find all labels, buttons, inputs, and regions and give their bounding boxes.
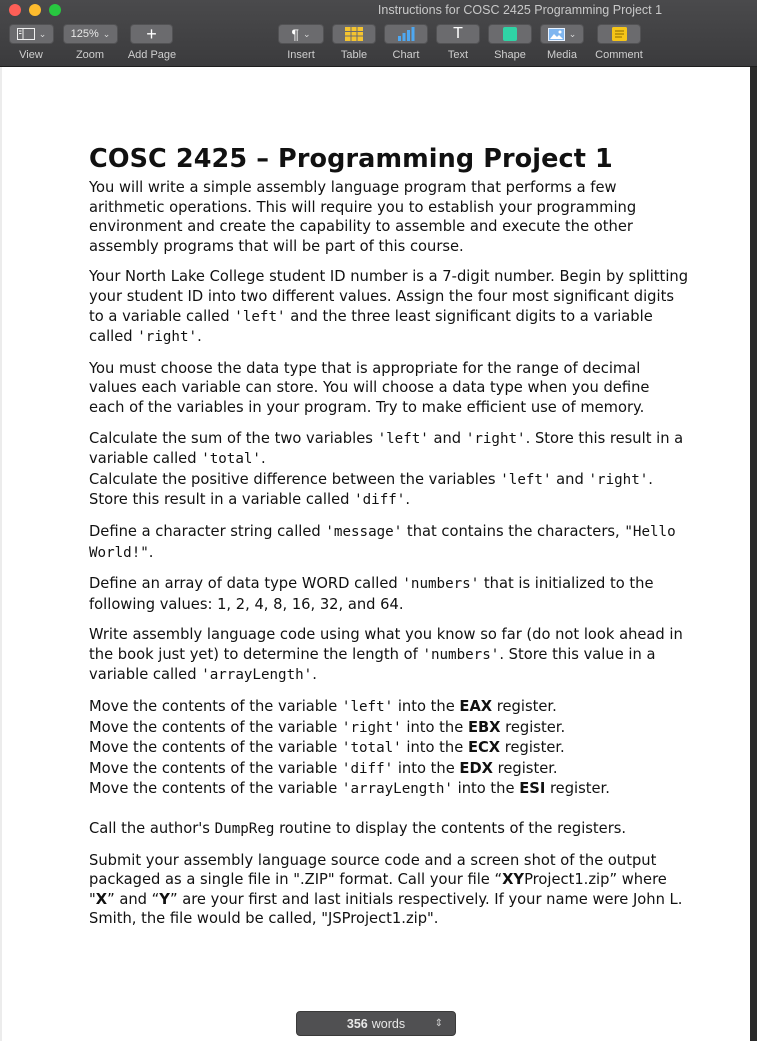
word-count-control[interactable] (296, 1011, 456, 1036)
zoom-value: 125% (70, 28, 99, 40)
chevron-down-icon: ⌄ (38, 28, 47, 39)
table-button[interactable] (332, 24, 376, 44)
move-line: Move the contents of the variable 'diff' into the EDX register. (89, 759, 558, 777)
add-page-label: Add Page (127, 49, 177, 61)
move-instructions (89, 697, 689, 800)
move-line: Move the contents of the variable 'left' into the EAX register. (89, 698, 557, 716)
zoom-label: Zoom (75, 49, 105, 61)
insert-label: Insert (287, 49, 315, 61)
paragraph-student-id: Your North Lake College student ID number is a 7-digit number. Begin by splitting your student ID into two different values. Assign the four most significant digits to a variable called 'left' and the three least significant digits to a variable called 'right'. (89, 268, 689, 346)
page-edge (750, 67, 757, 1041)
table-label: Table (340, 49, 368, 61)
zoom-select[interactable] (63, 24, 118, 44)
chevron-down-icon: ⌄ (302, 28, 311, 39)
document-body[interactable] (89, 144, 689, 940)
paragraph-sum: Calculate the sum of the two variables 'left' and 'right'. Store this result in a variable called 'total'. (89, 429, 684, 468)
move-line: Move the contents of the variable 'right' into the EBX register. (89, 718, 566, 736)
comment-label: Comment (595, 49, 643, 61)
sidebar-icon (17, 28, 35, 40)
comment-icon (612, 27, 627, 41)
move-line: Move the contents of the variable 'total' into the ECX register. (89, 739, 565, 757)
paragraph-array-length: Write assembly language code using what you know so far (do not look ahead in the book just yet) to determine the length of 'numbers'. Store this value in a variable called 'arrayLength'. (89, 626, 683, 684)
window-title: Instructions for COSC 2425 Programming Project 1 (377, 3, 663, 17)
add-page-button[interactable] (130, 24, 173, 44)
move-line: Move the contents of the variable 'arrayLength' into the ESI register. (89, 780, 610, 798)
text-box-icon: T (453, 25, 463, 42)
table-icon (345, 27, 363, 41)
bar-chart-icon (397, 27, 415, 41)
paragraph-data-type: You must choose the data type that is appropriate for the range of decimal values each variable can store. You will choose a data type when you define each of the variables in your program. Try to make efficient use of memory. (89, 359, 650, 416)
chart-button[interactable] (384, 24, 428, 44)
shape-icon (503, 27, 517, 41)
paragraph-array: Define an array of data type WORD called 'numbers' that is initialized to the following values: 1, 2, 4, 8, 16, 32, and 64. (89, 575, 654, 613)
paragraph-intro: You will write a simple assembly language program that performs a few arithmetic operations. This will require you to establish your programming environment and create the capability to assemble and execute the other assembly programs that will be part of this course. (89, 179, 637, 255)
chevron-down-icon: ⌄ (568, 28, 577, 39)
text-label: Text (447, 49, 469, 61)
pilcrow-icon: ¶ (291, 26, 299, 42)
plus-icon: + (146, 24, 157, 44)
shape-label: Shape (494, 49, 526, 61)
image-icon (548, 28, 565, 41)
close-window-button[interactable] (9, 4, 21, 16)
minimize-window-button[interactable] (29, 4, 41, 16)
insert-button[interactable] (278, 24, 324, 44)
word-count-label: words (371, 1016, 406, 1031)
view-button[interactable] (9, 24, 54, 44)
comment-button[interactable] (597, 24, 641, 44)
paragraph-diff: Calculate the positive difference between the variables 'left' and 'right'. Store this result in a variable called 'diff'. (89, 470, 653, 509)
text-button[interactable] (436, 24, 480, 44)
paragraph-message: Define a character string called 'message' that contains the characters, "Hello World!". (89, 522, 676, 561)
media-button[interactable] (540, 24, 584, 44)
up-down-chevron-icon: ⇕ (434, 1018, 443, 1029)
document-heading: COSC 2425 – Programming Project 1 (89, 144, 613, 174)
maximize-window-button[interactable] (49, 4, 61, 16)
paragraph-dumpreg: Call the author's DumpReg routine to display the contents of the registers. (89, 820, 627, 838)
shape-button[interactable] (488, 24, 532, 44)
word-count-value: 356 (346, 1016, 368, 1031)
chart-label: Chart (392, 49, 420, 61)
view-label: View (19, 49, 43, 61)
chevron-down-icon: ⌄ (102, 28, 111, 39)
media-label: Media (547, 49, 577, 61)
toolbar (0, 0, 757, 67)
paragraph-submit: Submit your assembly language source code and a screen shot of the output packaged as a single file in ".ZIP" format. Call your file “XYProject1.zip” where "X” and “Y” are your first and last initials respectively. If your name were John L. Smith, the file would be called, "JSProject1.zip". (89, 851, 683, 928)
